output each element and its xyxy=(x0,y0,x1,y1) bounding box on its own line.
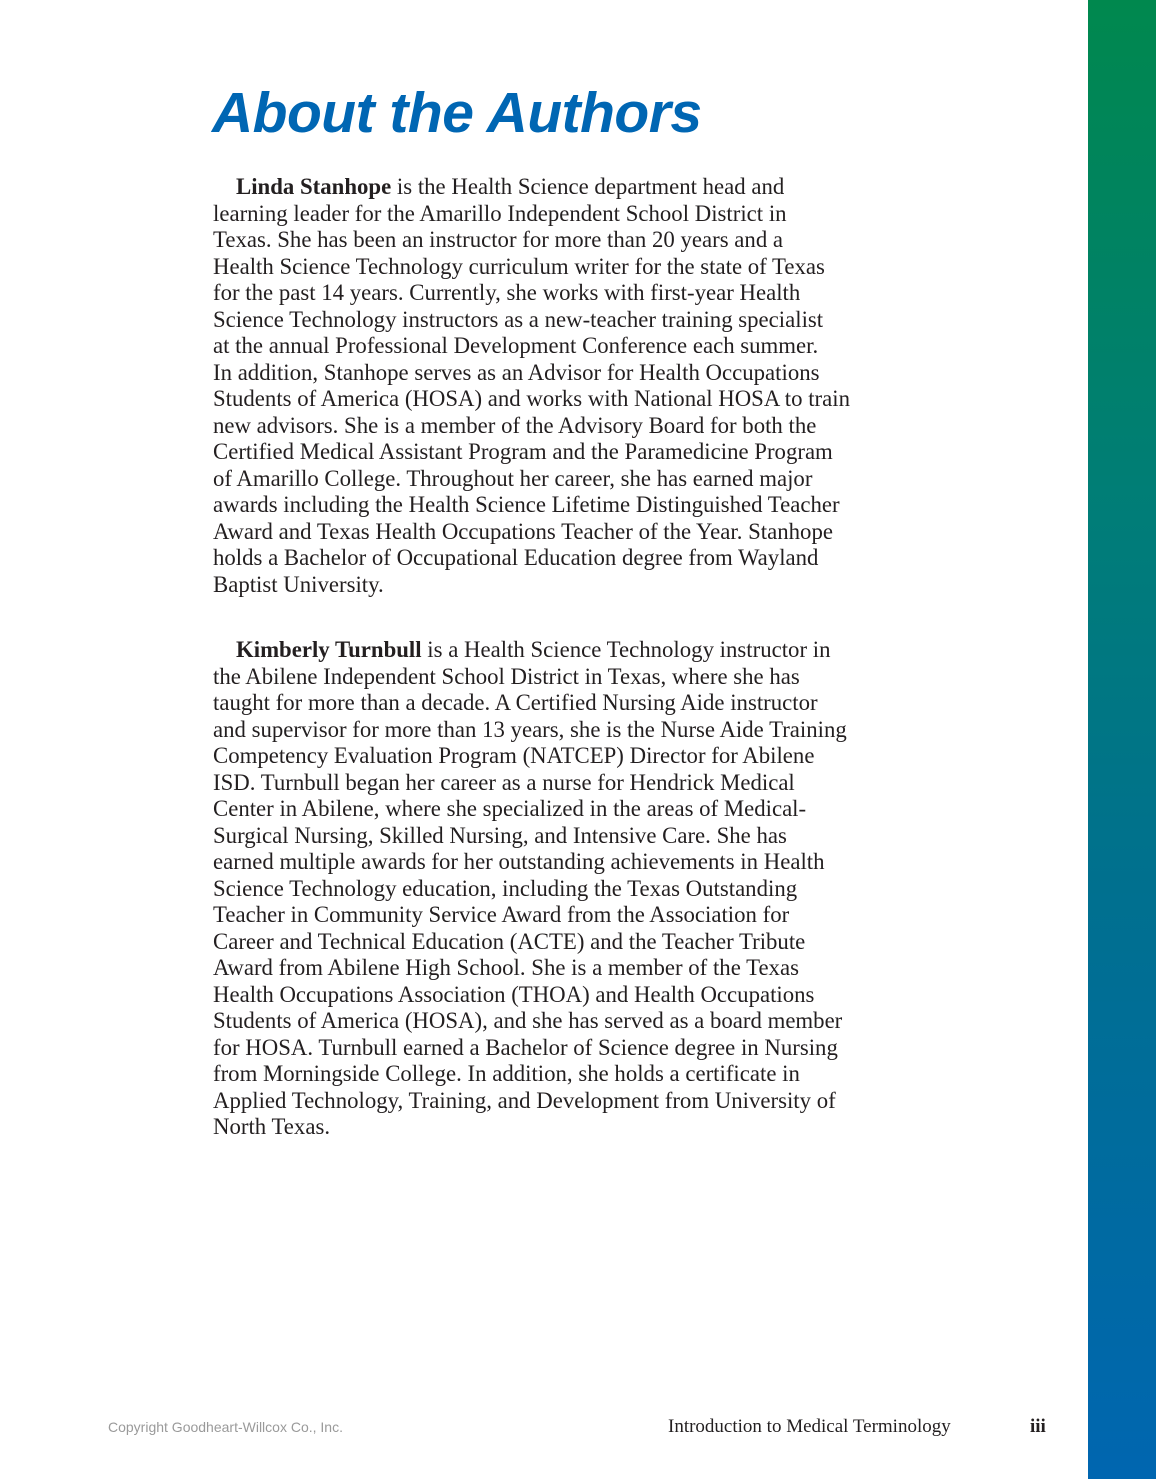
author-bio-turnbull xyxy=(213,637,847,1141)
bio-text-line: Students of America (HOSA), and she has served as a board member xyxy=(213,1008,843,1033)
author-name: Kimberly Turnbull xyxy=(236,637,422,662)
decorative-sidebar-band xyxy=(1088,0,1156,1479)
bio-text-line: Science Technology instructors as a new-teacher training specialist xyxy=(213,306,824,332)
bio-text-line: Texas. She has been an instructor for more than 20 years and a xyxy=(213,227,784,252)
bio-text-line: Health Occupations Association (THOA) and Health Occupations xyxy=(213,981,815,1007)
bio-text-line: Award and Texas Health Occupations Teacher of the Year. Stanhope xyxy=(213,518,833,544)
copyright-notice: Copyright Goodheart-Willcox Co., Inc. xyxy=(108,1419,343,1435)
bio-text-line: at the annual Professional Development Conference each summer. xyxy=(213,333,819,358)
bio-text-line: Students of America (HOSA) and works with National HOSA to train xyxy=(213,386,850,411)
bio-text-line: Surgical Nursing, Skilled Nursing, and Intensive Care. She has xyxy=(213,822,787,848)
bio-text-line: the Abilene Independent School District in Texas, where she has xyxy=(213,663,800,689)
bio-text-line: North Texas. xyxy=(213,1114,331,1139)
bio-text-line: learning leader for the Amarillo Independent School District in xyxy=(213,200,787,226)
bio-text-line: new advisors. She is a member of the Advisory Board for both the xyxy=(213,412,817,438)
bio-text-line: from Morningside College. In addition, she holds a certificate in xyxy=(213,1061,800,1086)
page-title: About the Authors xyxy=(212,81,702,145)
bio-text-line: of Amarillo College. Throughout her career, she has earned major xyxy=(213,465,813,491)
bio-text-line: and supervisor for more than 13 years, she is the Nurse Aide Training xyxy=(213,716,847,742)
running-footer-title: Introduction to Medical Terminology xyxy=(668,1416,951,1437)
bio-text-line: Award from Abilene High School. She is a member of the Texas xyxy=(213,955,799,980)
bio-text-line: Competency Evaluation Program (NATCEP) Director for Abilene xyxy=(213,743,815,768)
bio-first-line: Linda Stanhope is the Health Science department head and xyxy=(236,174,785,199)
bio-text-line: Health Science Technology curriculum writer for the state of Texas xyxy=(213,253,825,279)
bio-text-line: taught for more than a decade. A Certified Nursing Aide instructor xyxy=(213,690,818,715)
bio-text-line: awards including the Health Science Lifetime Distinguished Teacher xyxy=(213,492,840,517)
bio-text-line: Certified Medical Assistant Program and the Paramedicine Program xyxy=(213,439,833,464)
page-number: iii xyxy=(1030,1416,1046,1437)
bio-text-line: Science Technology education, including the Texas Outstanding xyxy=(213,875,798,901)
bio-text-line: for HOSA. Turnbull earned a Bachelor of Science degree in Nursing xyxy=(213,1034,838,1060)
bio-text-line: for the past 14 years. Currently, she works with first-year Health xyxy=(213,280,801,305)
bio-text-line: ISD. Turnbull began her career as a nurse for Hendrick Medical xyxy=(213,769,795,795)
bio-text-line: Center in Abilene, where she specialized in the areas of Medical- xyxy=(213,796,807,821)
bio-text-line: In addition, Stanhope serves as an Advisor for Health Occupations xyxy=(213,359,820,385)
author-bio-stanhope xyxy=(213,174,850,598)
bio-first-line: Kimberly Turnbull is a Health Science Technology instructor in xyxy=(236,637,831,662)
bio-text-line: earned multiple awards for her outstanding achievements in Health xyxy=(213,849,825,874)
author-name: Linda Stanhope xyxy=(236,174,392,199)
bio-text-line: Teacher in Community Service Award from the Association for xyxy=(213,902,790,927)
bio-text-line: Applied Technology, Training, and Development from University of xyxy=(213,1087,836,1113)
bio-text-line: Baptist University. xyxy=(213,571,384,597)
bio-text-line: holds a Bachelor of Occupational Education degree from Wayland xyxy=(213,545,819,570)
bio-text-line: Career and Technical Education (ACTE) and the Teacher Tribute xyxy=(213,928,806,954)
